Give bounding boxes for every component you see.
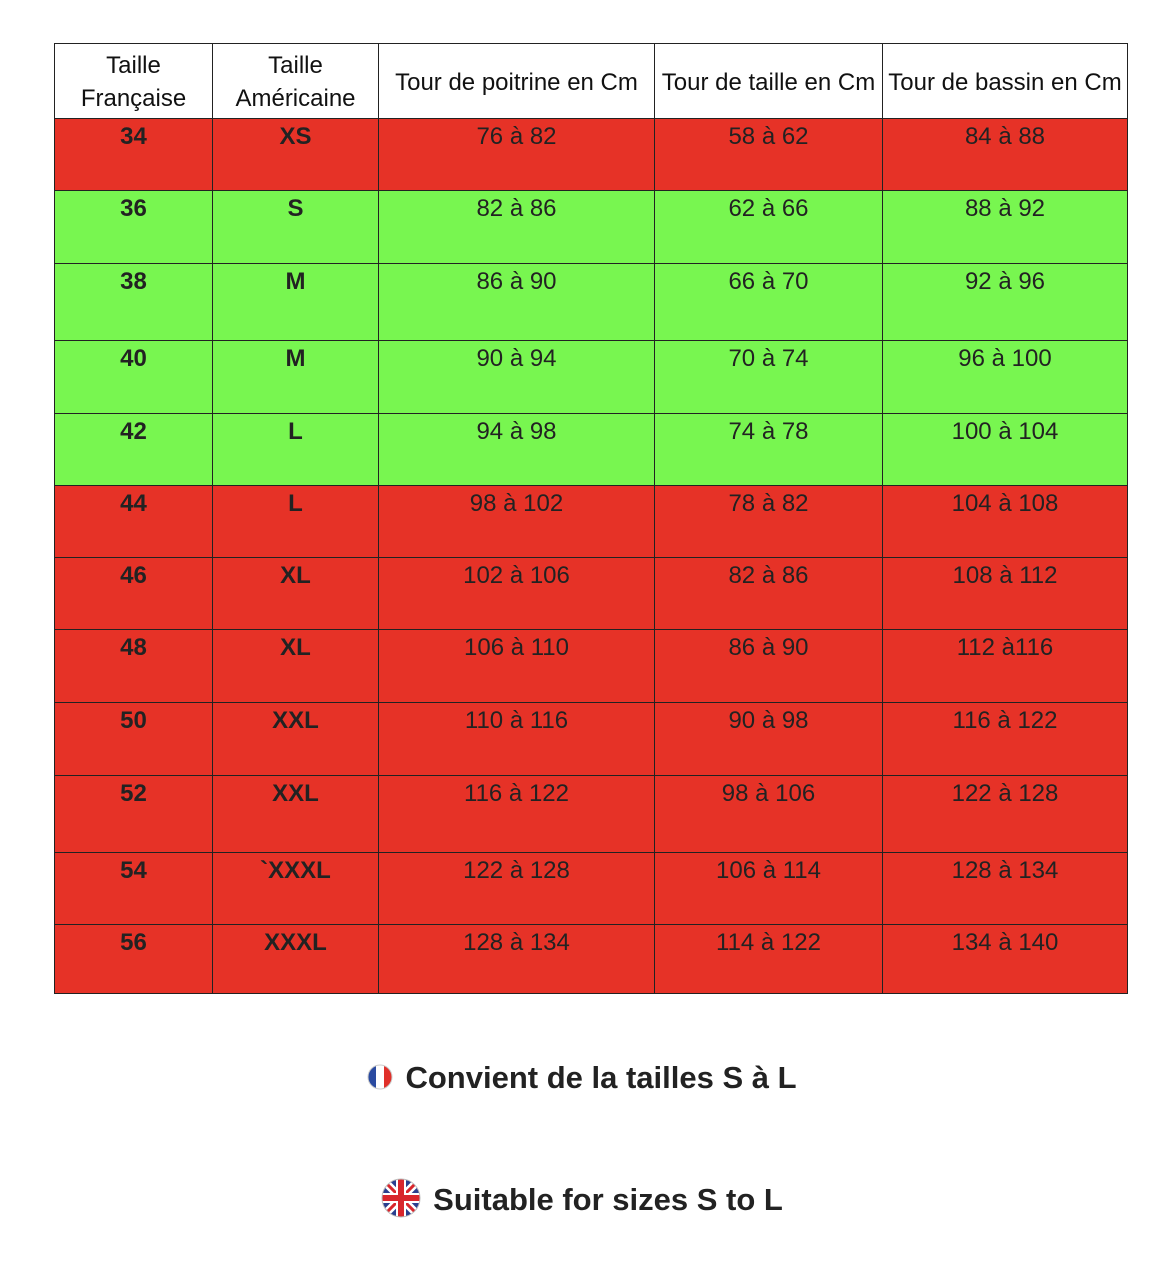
chest-cell: 110 à 116: [379, 703, 655, 776]
size-chart-table: [54, 43, 1128, 994]
hips-cell: 122 à 128: [883, 776, 1128, 853]
table-row: [55, 558, 1128, 630]
header-french-size: Taille Française: [55, 44, 213, 119]
table-row: [55, 853, 1128, 925]
american-size-cell: M: [213, 341, 379, 414]
american-size-cell: `XXXL: [213, 853, 379, 925]
waist-cell: 70 à 74: [655, 341, 883, 414]
hips-cell: 104 à 108: [883, 486, 1128, 558]
french-size-cell: 50: [55, 703, 213, 776]
chest-cell: 86 à 90: [379, 264, 655, 341]
waist-cell: 86 à 90: [655, 630, 883, 703]
american-size-cell: L: [213, 486, 379, 558]
french-size-cell: 38: [55, 264, 213, 341]
table-row: [55, 703, 1128, 776]
chest-cell: 94 à 98: [379, 414, 655, 486]
hips-cell: 84 à 88: [883, 119, 1128, 191]
hips-cell: 108 à 112: [883, 558, 1128, 630]
american-size-cell: XXL: [213, 703, 379, 776]
american-size-cell: XL: [213, 558, 379, 630]
hips-cell: 96 à 100: [883, 341, 1128, 414]
waist-cell: 66 à 70: [655, 264, 883, 341]
waist-cell: 98 à 106: [655, 776, 883, 853]
french-fit-note: [0, 1060, 1164, 1098]
american-size-cell: XS: [213, 119, 379, 191]
table-row: [55, 414, 1128, 486]
french-size-cell: 44: [55, 486, 213, 558]
french-size-cell: 42: [55, 414, 213, 486]
french-size-cell: 40: [55, 341, 213, 414]
hips-cell: 92 à 96: [883, 264, 1128, 341]
french-fit-text: Convient de la tailles S à L: [405, 1060, 797, 1095]
french-size-cell: 56: [55, 925, 213, 994]
chest-cell: 122 à 128: [379, 853, 655, 925]
table-row: [55, 925, 1128, 994]
hips-cell: 134 à 140: [883, 925, 1128, 994]
waist-cell: 62 à 66: [655, 191, 883, 264]
table-row: [55, 630, 1128, 703]
size-table-body: [55, 119, 1128, 994]
hips-cell: 128 à 134: [883, 853, 1128, 925]
chest-cell: 128 à 134: [379, 925, 655, 994]
french-size-cell: 54: [55, 853, 213, 925]
uk-flag-icon: [381, 1178, 421, 1226]
table-row: [55, 191, 1128, 264]
hips-cell: 116 à 122: [883, 703, 1128, 776]
american-size-cell: M: [213, 264, 379, 341]
hips-cell: 88 à 92: [883, 191, 1128, 264]
chest-cell: 82 à 86: [379, 191, 655, 264]
header-hips: Tour de bassin en Cm: [883, 44, 1128, 119]
waist-cell: 114 à 122: [655, 925, 883, 994]
french-size-cell: 52: [55, 776, 213, 853]
chest-cell: 106 à 110: [379, 630, 655, 703]
chest-cell: 102 à 106: [379, 558, 655, 630]
american-size-cell: S: [213, 191, 379, 264]
waist-cell: 58 à 62: [655, 119, 883, 191]
france-flag-icon: [367, 1062, 393, 1098]
american-size-cell: XL: [213, 630, 379, 703]
french-size-cell: 36: [55, 191, 213, 264]
table-row: [55, 264, 1128, 341]
american-size-cell: XXXL: [213, 925, 379, 994]
chest-cell: 98 à 102: [379, 486, 655, 558]
table-row: [55, 341, 1128, 414]
header-row: [55, 44, 1128, 119]
table-row: [55, 486, 1128, 558]
waist-cell: 106 à 114: [655, 853, 883, 925]
table-row: [55, 776, 1128, 853]
american-size-cell: XXL: [213, 776, 379, 853]
english-fit-note: [0, 1178, 1164, 1226]
header-chest: Tour de poitrine en Cm: [379, 44, 655, 119]
waist-cell: 78 à 82: [655, 486, 883, 558]
chest-cell: 90 à 94: [379, 341, 655, 414]
table-row: [55, 119, 1128, 191]
french-size-cell: 46: [55, 558, 213, 630]
waist-cell: 90 à 98: [655, 703, 883, 776]
hips-cell: 100 à 104: [883, 414, 1128, 486]
english-fit-text: Suitable for sizes S to L: [433, 1182, 783, 1218]
header-waist: Tour de taille en Cm: [655, 44, 883, 119]
chest-cell: 76 à 82: [379, 119, 655, 191]
header-american-size: Taille Américaine: [213, 44, 379, 119]
french-size-cell: 34: [55, 119, 213, 191]
waist-cell: 74 à 78: [655, 414, 883, 486]
chest-cell: 116 à 122: [379, 776, 655, 853]
french-size-cell: 48: [55, 630, 213, 703]
waist-cell: 82 à 86: [655, 558, 883, 630]
hips-cell: 112 à116: [883, 630, 1128, 703]
american-size-cell: L: [213, 414, 379, 486]
